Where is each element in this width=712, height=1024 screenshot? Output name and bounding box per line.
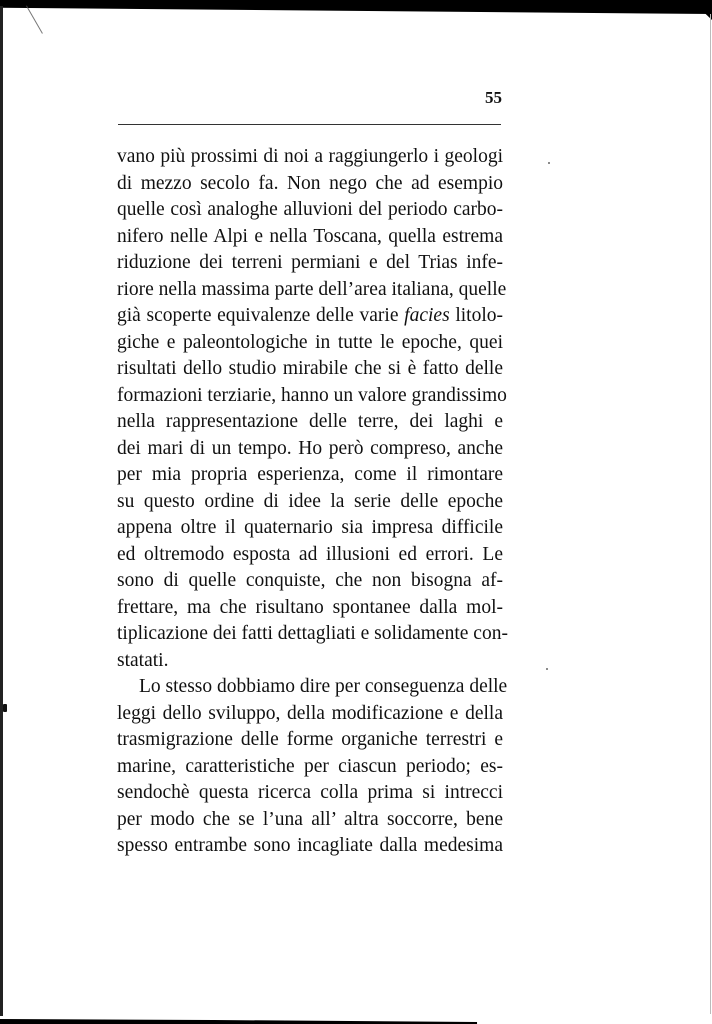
scan-speck <box>548 162 550 164</box>
scan-scratch-mark <box>26 6 43 34</box>
text-line: vano più prossimi di noi a raggiungerlo i geologi <box>117 146 503 167</box>
text-line: nifero nelle Alpi e nella Toscana, quella estrema <box>117 225 503 247</box>
text-line: leggi dello sviluppo, della modificazione e della <box>117 702 503 724</box>
text-line: su questo ordine di idee la serie delle epoche <box>117 490 503 512</box>
scan-top-border <box>0 0 712 14</box>
text-segment: litolo- <box>449 305 504 326</box>
scan-speck <box>546 668 548 670</box>
body-text <box>117 144 508 860</box>
text-line: dei mari di un tempo. Ho però compreso, anche <box>117 437 503 459</box>
text-line: frettare, ma che risultano spontanee dalla mol- <box>117 596 503 618</box>
scan-bottom-border <box>0 1019 712 1024</box>
text-line: nella rappresentazione delle terre, dei laghi e <box>117 411 503 432</box>
text-line: formazioni terziarie, hanno un valore grandissimo <box>117 384 507 406</box>
paragraph-first-line: Lo stesso dobbiamo dire per conseguenza delle <box>139 676 508 697</box>
text-line: di mezzo secolo fa. Non nego che ad esempio <box>117 172 503 194</box>
text-line: sendochè questa ricerca colla prima si intrecci <box>117 782 503 803</box>
text-line <box>117 303 503 330</box>
text-line: riduzione dei terreni permiani e del Trias infe- <box>117 252 503 273</box>
text-line: riore nella massima parte dell’area italiana, quelle <box>117 278 507 300</box>
text-segment: già scoperte equivalenze delle varie <box>117 305 405 326</box>
text-line: risultati dello studio mirabile che si è fatto delle <box>117 358 503 379</box>
page-number: 55 <box>485 88 502 107</box>
scan-speck <box>3 704 7 712</box>
header-rule <box>118 124 501 125</box>
text-line: quelle così analoghe alluvioni del periodo carbo- <box>117 199 503 220</box>
scan-right-border <box>710 14 711 1014</box>
text-line: appena oltre il quaternario sia impresa difficile <box>117 517 503 538</box>
text-line: tiplicazione dei fatti dettagliati e solidamente con- <box>117 623 508 644</box>
text-line: statati. <box>117 649 169 671</box>
italic-term: facies <box>404 305 450 326</box>
text-line: trasmigrazione delle forme organiche terrestri e <box>117 729 503 750</box>
text-line: spesso entrambe sono incagliate dalla medesima <box>117 835 503 856</box>
text-line: giche e paleontologiche in tutte le epoche, quei <box>117 331 503 353</box>
text-line: marine, caratteristiche per ciascun periodo; es- <box>117 755 503 777</box>
text-line: per modo che se l’una all’ altra soccorre, bene <box>117 808 503 830</box>
text-line: sono di quelle conquiste, che non bisogna af- <box>117 570 503 591</box>
scan-left-border <box>0 6 3 1016</box>
text-line: ed oltremodo esposta ad illusioni ed errori. Le <box>117 543 503 565</box>
text-line: per mia propria esperienza, come il rimontare <box>117 464 503 485</box>
